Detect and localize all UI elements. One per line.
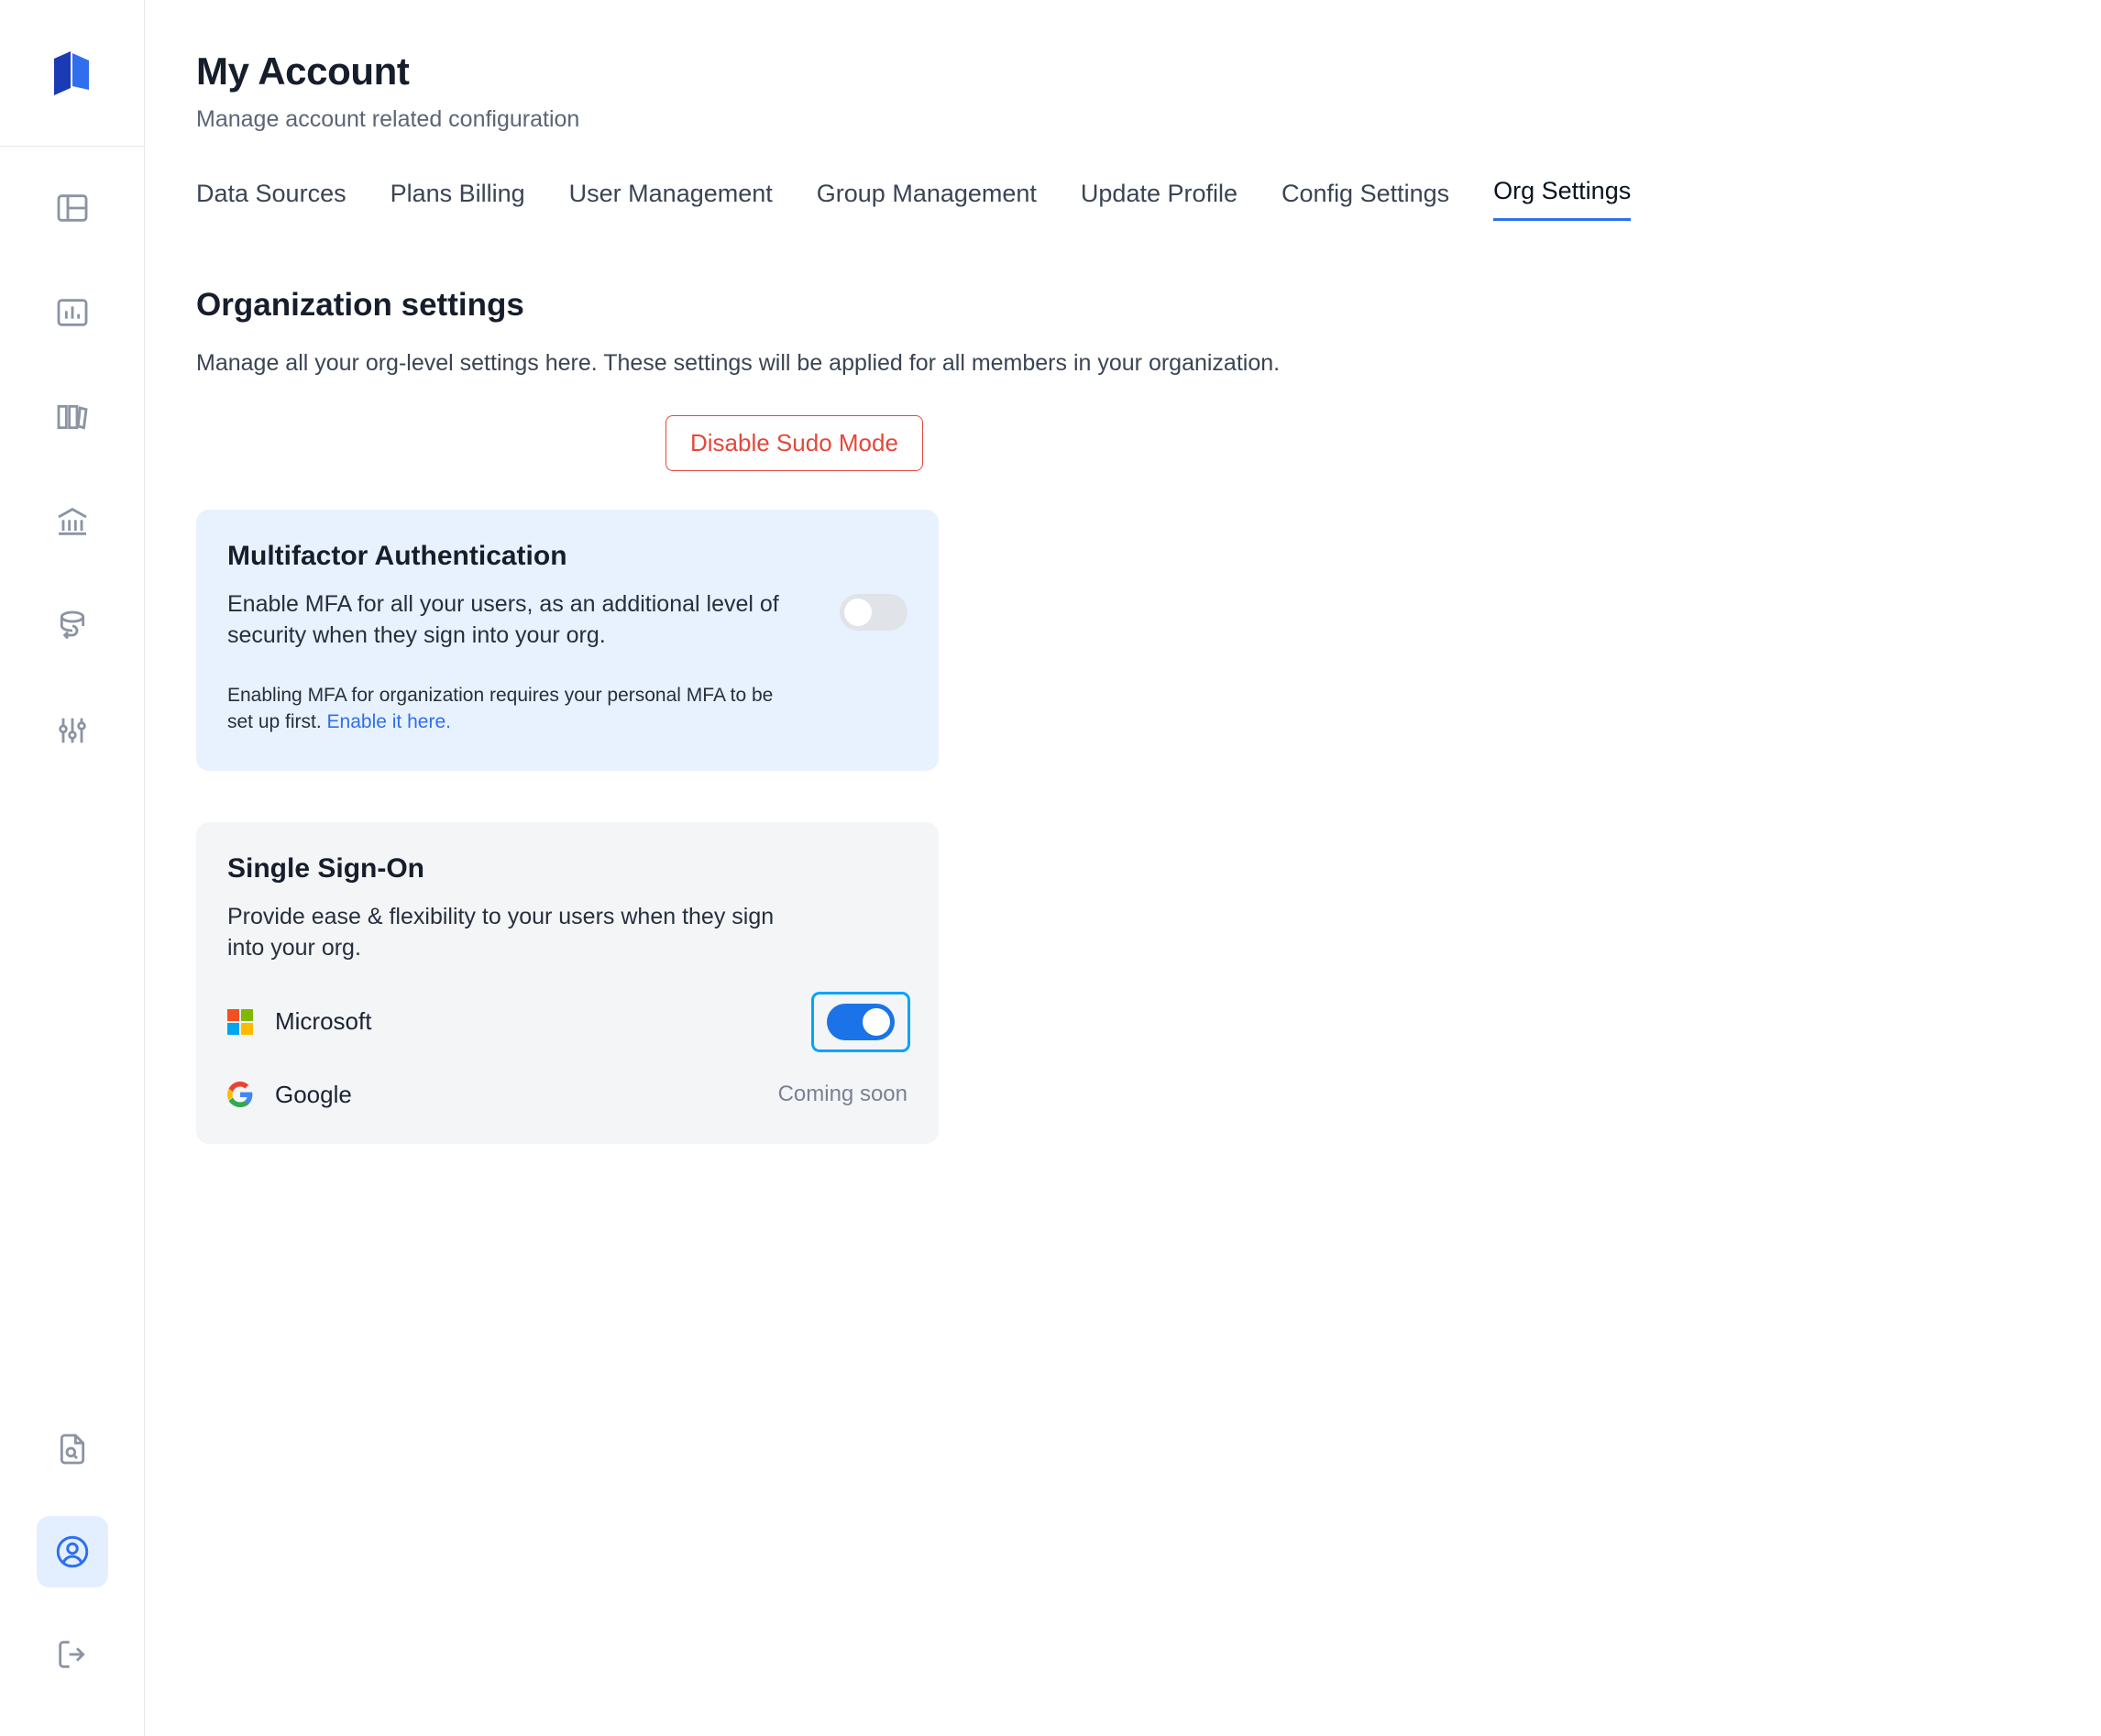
section-description: Manage all your org-level settings here. These settings will be applied for all members in your organization. xyxy=(196,350,1281,377)
sidebar-item-warehouse[interactable] xyxy=(37,486,108,557)
logo-container[interactable] xyxy=(0,0,144,147)
sso-card-description: Provide ease & flexibility to your users when they sign into your org. xyxy=(227,903,775,961)
tab-config-settings[interactable]: Config Settings xyxy=(1282,180,1450,207)
mfa-toggle[interactable] xyxy=(840,594,908,631)
sso-microsoft-toggle[interactable] xyxy=(827,1004,895,1040)
tab-plans-billing[interactable]: Plans Billing xyxy=(390,180,525,207)
sso-provider-google-label: Google xyxy=(275,1080,352,1108)
sso-provider-microsoft-row xyxy=(227,994,908,1049)
disable-sudo-mode-button[interactable]: Disable Sudo Mode xyxy=(666,415,923,471)
page-title: My Account xyxy=(196,49,410,93)
books-icon xyxy=(54,399,91,435)
logout-icon xyxy=(54,1636,91,1673)
mfa-card-description: Enable MFA for all your users, as an additional level of security when they sign into your org. xyxy=(227,591,779,649)
sidebar-item-settings[interactable] xyxy=(37,695,108,766)
document-search-icon xyxy=(54,1431,91,1467)
sidebar-item-account[interactable] xyxy=(37,1516,108,1588)
sso-google-status-badge: Coming soon xyxy=(777,1082,908,1107)
toggle-knob xyxy=(844,599,872,626)
sidebar-item-dashboard[interactable] xyxy=(37,172,108,244)
mfa-note-text: Enabling MFA for organization requires your personal MFA to be set up first. xyxy=(227,685,774,733)
microsoft-icon xyxy=(227,1009,253,1035)
mfa-card-note xyxy=(227,682,777,736)
layout-icon xyxy=(54,190,91,226)
sso-provider-microsoft-label: Microsoft xyxy=(275,1007,372,1036)
tab-user-management[interactable]: User Management xyxy=(568,180,773,207)
sidebar-item-logout[interactable] xyxy=(37,1619,108,1690)
page-subtitle: Manage account related configuration xyxy=(196,106,580,132)
sidebar-item-library[interactable] xyxy=(37,381,108,453)
bank-icon xyxy=(54,503,91,540)
main-content xyxy=(145,0,2101,1736)
tab-update-profile[interactable]: Update Profile xyxy=(1080,180,1238,207)
tab-data-sources[interactable]: Data Sources xyxy=(196,180,346,207)
sudo-mode-row xyxy=(196,415,2101,471)
bar-chart-icon xyxy=(54,294,91,331)
user-circle-icon xyxy=(53,1533,92,1571)
toggle-knob xyxy=(863,1008,890,1036)
sidebar-item-data-sync[interactable] xyxy=(37,590,108,662)
section-title: Organization settings xyxy=(196,287,524,323)
app-logo xyxy=(47,48,98,99)
microsoft-toggle-focus-ring xyxy=(814,994,908,1049)
sliders-icon xyxy=(54,712,91,749)
sidebar-nav xyxy=(37,172,108,1413)
mfa-card-title: Multifactor Authentication xyxy=(227,541,567,572)
database-sync-icon xyxy=(54,608,91,644)
sidebar-item-analytics[interactable] xyxy=(37,277,108,348)
mfa-card xyxy=(196,510,939,771)
sso-card-title: Single Sign-On xyxy=(227,852,424,884)
enable-mfa-link[interactable]: Enable it here. xyxy=(326,711,451,733)
tab-group-management[interactable]: Group Management xyxy=(816,180,1037,207)
sso-provider-google-row xyxy=(227,1081,908,1109)
mfa-toggle-wrapper xyxy=(840,594,908,631)
tab-org-settings[interactable]: Org Settings xyxy=(1493,177,1631,221)
sidebar xyxy=(0,0,145,1736)
sidebar-bottom-nav xyxy=(37,1413,108,1690)
google-icon xyxy=(227,1082,253,1107)
tab-bar xyxy=(196,177,2101,221)
sidebar-item-docs[interactable] xyxy=(37,1413,108,1485)
sso-card xyxy=(196,822,939,1144)
